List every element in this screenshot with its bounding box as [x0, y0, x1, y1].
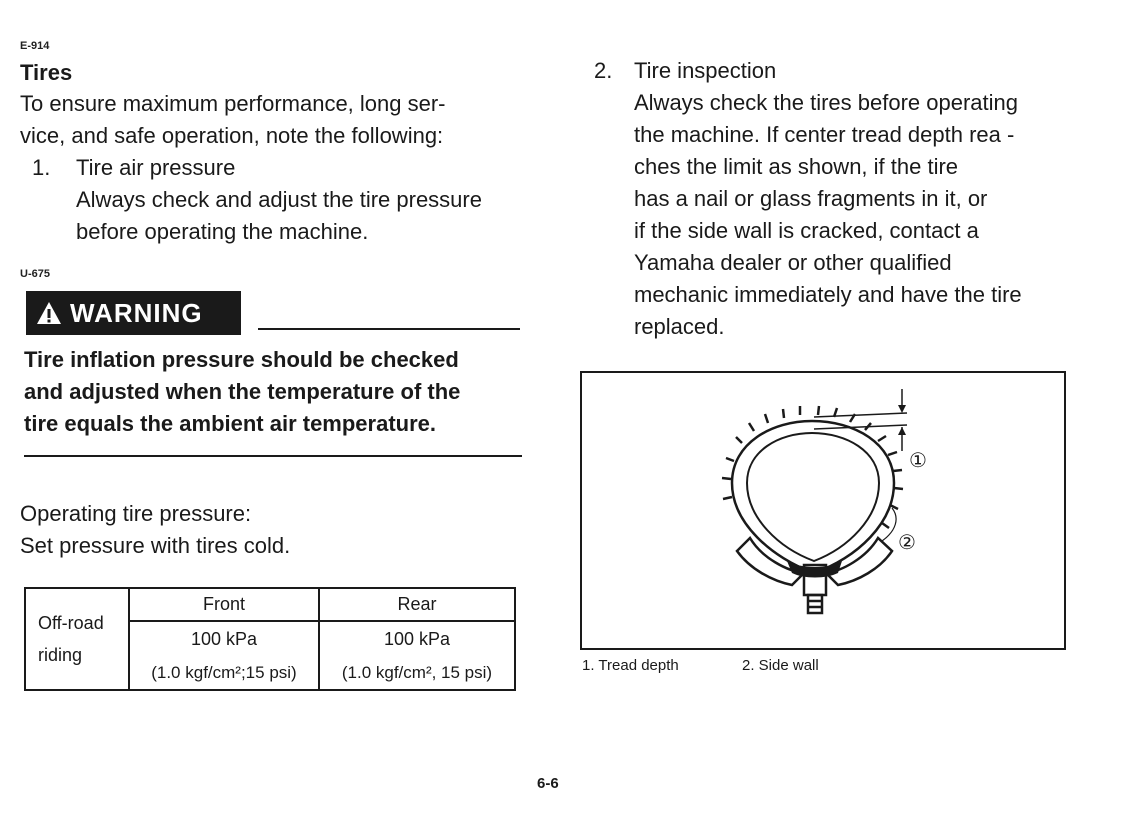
item-text-line: if the side wall is cracked, contact a [634, 218, 979, 243]
item-title: Tire air pressure [76, 155, 236, 180]
warning-icon [36, 301, 62, 325]
item-text-line: before operating the machine. [76, 219, 369, 244]
intro-paragraph [20, 88, 446, 152]
operating-line: Set pressure with tires cold. [20, 533, 291, 558]
caption-tread-depth: 1. Tread depth [582, 657, 679, 674]
item-text-line: ches the limit as shown, if the tire [634, 154, 959, 179]
intro-line: To ensure maximum performance, long ser- [20, 91, 446, 116]
warning-line: tire equals the ambient air temperature. [24, 411, 437, 436]
item-text-line: Always check and adjust the tire pressure [76, 187, 482, 212]
section-heading: Tires [20, 60, 73, 85]
col-front-header: Front [129, 588, 319, 621]
front-kpa: 100 kPa [129, 621, 319, 658]
row-header-line: Off-road [38, 613, 104, 633]
warning-badge [26, 291, 241, 335]
row-header [25, 588, 129, 690]
tire-figure [580, 371, 1066, 650]
warning-line: and adjusted when the temperature of the [24, 379, 461, 404]
item-text-line: the machine. If center tread depth rea - [634, 122, 1015, 147]
front-alt: (1.0 kgf/cm²;15 psi) [129, 657, 319, 690]
callout-2: ② [898, 530, 916, 554]
rear-alt: (1.0 kgf/cm², 15 psi) [319, 657, 515, 690]
pressure-table [24, 587, 516, 691]
operating-line: Operating tire pressure: [20, 501, 252, 526]
warning-end-rule [24, 455, 522, 457]
col-rear-header: Rear [319, 588, 515, 621]
warning-label: WARNING [70, 297, 203, 328]
item-text-line: has a nail or glass fragments in it, or [634, 186, 988, 211]
warning-rule [258, 328, 520, 330]
item-title: Tire inspection [634, 58, 777, 83]
intro-line: vice, and safe operation, note the following: [20, 123, 444, 148]
item-text-line: Always check the tires before operating [634, 90, 1018, 115]
caption-side-wall: 2. Side wall [742, 657, 819, 674]
item-number: 1. [32, 155, 51, 180]
tire-illustration [582, 373, 1064, 648]
operating-pressure-text [20, 498, 290, 562]
item-text-line: mechanic immediately and have the tire [634, 282, 1022, 307]
warning-text [24, 344, 460, 440]
rear-kpa: 100 kPa [319, 621, 515, 658]
section-code: E-914 [20, 40, 50, 52]
item-text [634, 87, 1022, 343]
item-text-line: Yamaha dealer or other qualified [634, 250, 952, 275]
warning-line: Tire inflation pressure should be checked [24, 347, 459, 372]
item-number: 2. [594, 58, 613, 83]
row-header-line: riding [38, 645, 83, 665]
warning-code: U-675 [20, 268, 50, 280]
callout-1: ① [909, 448, 927, 472]
page-number: 6-6 [537, 775, 559, 792]
item-text [76, 184, 482, 248]
item-text-line: replaced. [634, 314, 725, 339]
